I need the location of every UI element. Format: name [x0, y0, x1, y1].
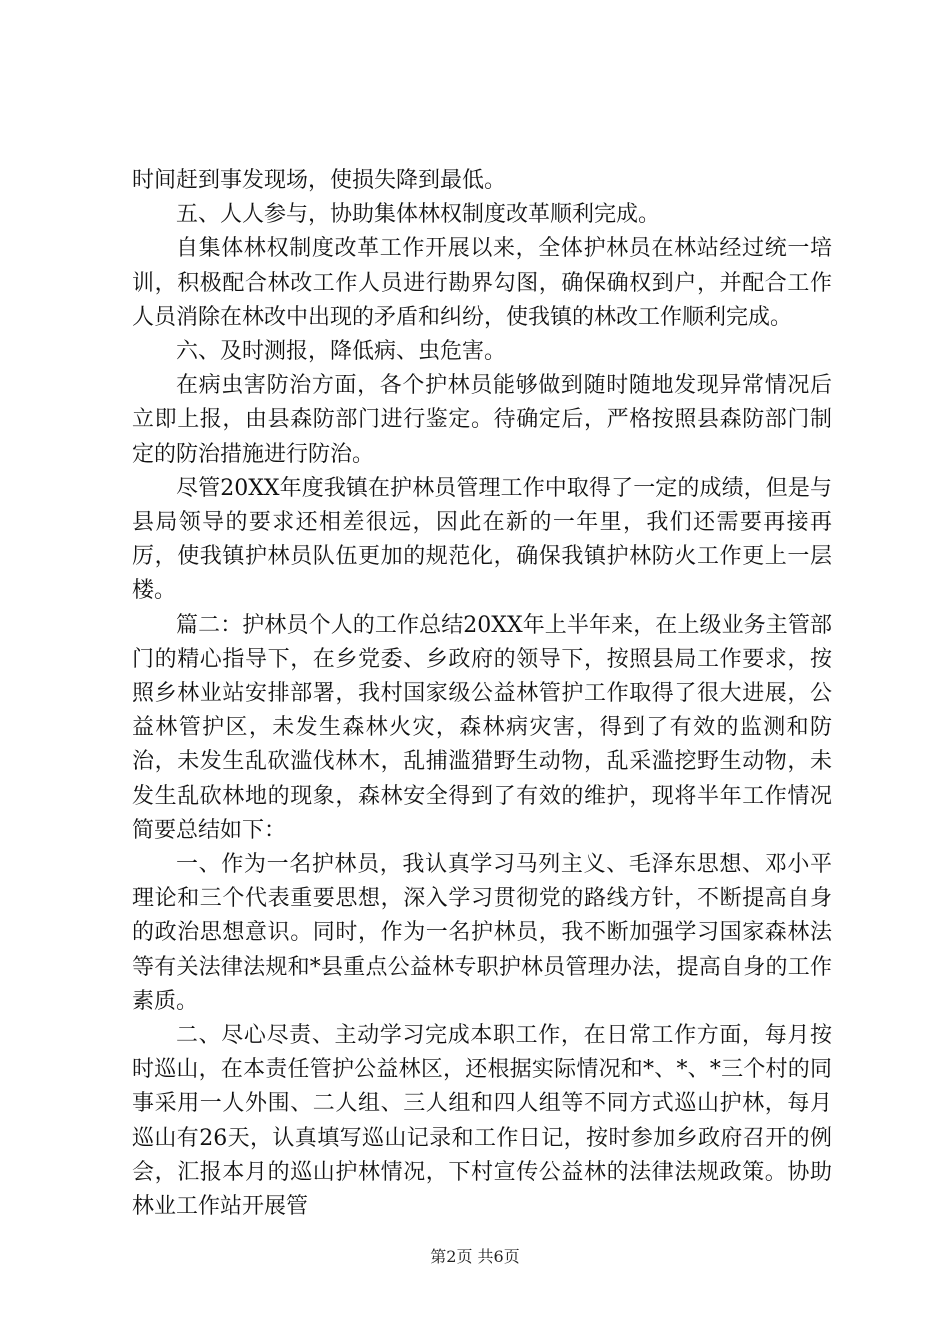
paragraph-continuation: 时间赶到事发现场，使损失降到最低。: [132, 168, 507, 193]
paragraph-forest-reform: 自集体林权制度改革工作开展以来，全体护林员在林站经过统一培训，积极配合林改工作人员进行勘界勾图，确保确权到户，并配合工作人员消除在林改中出现的矛盾和纠纷，使我镇的林改工作顺利完成。: [132, 236, 832, 330]
section-heading-six: 六、及时测报，降低病、虫危害。: [176, 339, 507, 365]
paragraph-point-one: 一、作为一名护林员，我认真学习马列主义、毛泽东思想、邓小平理论和三个代表重要思想，深入学习贯彻党的路线方针，不断提高自身的政治思想意识。同时，作为一名护林员，我不断加强学习国家森林法等有关法律法规和*县重点公益林专职护林员管理办法，提高自身的工作素质。: [132, 852, 832, 1014]
paragraph-pest-control: 在病虫害防治方面，各个护林员能够做到随时随地发现异常情况后立即上报，由县森防部门进行鉴定。待确定后，严格按照县森防部门制定的防治措施进行防治。: [132, 373, 832, 467]
section-heading-five: 五、人人参与，协助集体林权制度改革顺利完成。: [176, 202, 661, 228]
paragraph-summary: 尽管20XX年度我镇在护林员管理工作中取得了一定的成绩，但是与县局领导的要求还相差很远，因此在新的一年里，我们还需要再接再厉，使我镇护林员队伍更加的规范化，确保我镇护林防火工作更上一层楼。: [132, 475, 832, 604]
document-body: [132, 164, 832, 1224]
paragraph-part-two-intro: 篇二：护林员个人的工作总结20XX年上半年来，在上级业务主管部门的精心指导下，在乡党委、乡政府的领导下，按照县局工作要求，按照乡林业站安排部署，我村国家级公益林管护工作取得了很大进展，公益林管护区，未发生森林火灾，森林病灾害，得到了有效的监测和防治，未发生乱砍滥伐林木，乱捕滥猎野生动物，乱采滥挖野生动物，未发生乱砍林地的现象，森林安全得到了有效的维护，现将半年工作情况简要总结如下：: [132, 612, 832, 843]
paragraph-point-two: 二、尽心尽责、主动学习完成本职工作，在日常工作方面，每月按时巡山，在本责任管护公益林区，还根据实际情况和*、*、*三个村的同事采用一人外围、二人组、三人组和四人组等不同方式巡山护林，每月巡山有26天，认真填写巡山记录和工作日记，按时参加乡政府召开的例会，汇报本月的巡山护林情况，下村宣传公益林的法律法规政策。协助林业工作站开展管: [132, 1023, 832, 1220]
page-number-footer: 第2页 共6页: [430, 1247, 520, 1266]
